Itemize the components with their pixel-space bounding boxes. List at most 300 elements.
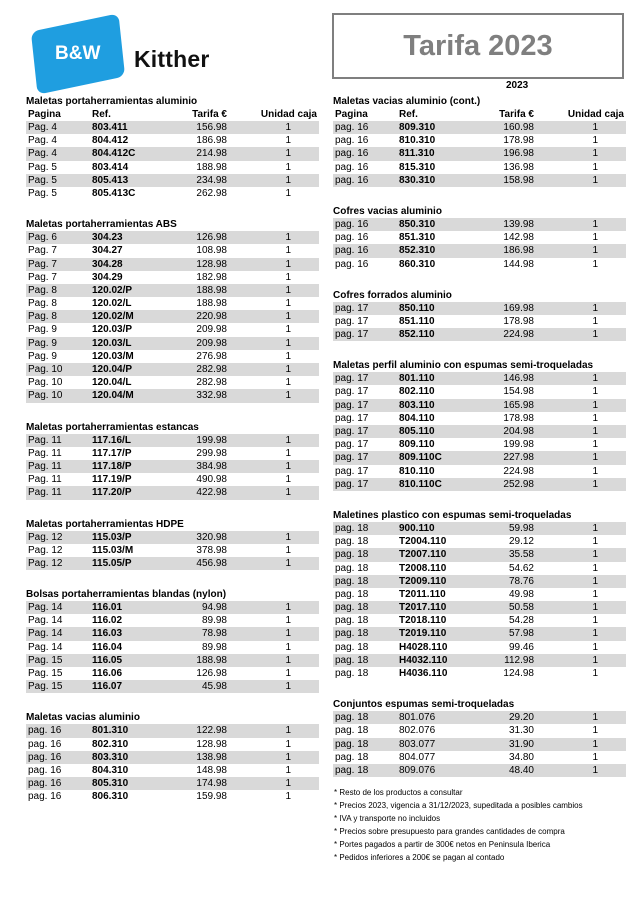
- cell-unit: 1: [592, 465, 598, 477]
- cell-unit: 1: [285, 531, 291, 543]
- cell-price: 78.98: [201, 628, 227, 640]
- table-row: [333, 385, 626, 398]
- cell-page: pag. 17: [335, 302, 369, 314]
- cell-unit: 1: [592, 302, 598, 314]
- cell-page: pag. 16: [335, 232, 369, 244]
- cell-unit: 1: [592, 536, 598, 548]
- cell-page: Pag. 4: [28, 148, 57, 160]
- cell-price: 188.98: [196, 654, 227, 666]
- cell-ref: 304.29: [92, 271, 123, 283]
- cell-unit: 1: [285, 474, 291, 486]
- table-row: [26, 667, 319, 680]
- table-row: [26, 134, 319, 147]
- cell-ref: 809.076: [399, 764, 436, 776]
- cell-ref: 802.076: [399, 725, 436, 737]
- table-row: [26, 790, 319, 803]
- cell-page: pag. 16: [335, 148, 369, 160]
- cell-page: pag. 16: [28, 751, 62, 763]
- cell-ref: 116.06: [92, 668, 123, 679]
- cell-price: 224.98: [503, 329, 534, 341]
- cell-page: Pag. 15: [28, 654, 63, 666]
- cell-unit: 1: [285, 377, 291, 389]
- table-row: [26, 161, 319, 174]
- cell-price: 94.98: [201, 602, 227, 614]
- cell-ref: 805.310: [92, 778, 129, 790]
- cell-ref: 900.110: [399, 522, 435, 534]
- cell-unit: 1: [285, 161, 291, 173]
- cell-price: 282.98: [196, 377, 227, 389]
- cell-price: 59.98: [508, 522, 534, 534]
- cell-ref: 120.04/M: [92, 390, 134, 402]
- cell-ref: 117.20/P: [92, 487, 132, 499]
- cell-ref: 803.110: [399, 399, 435, 411]
- cell-page: pag. 18: [335, 738, 369, 750]
- cell-unit: 1: [592, 522, 598, 534]
- table-row: [333, 522, 626, 535]
- cell-price: 156.98: [196, 122, 227, 133]
- cell-unit: 1: [285, 122, 291, 133]
- cell-ref: 809.110C: [399, 452, 442, 464]
- cell-page: pag. 17: [335, 426, 369, 437]
- cell-ref: 115.05/P: [92, 557, 132, 569]
- cell-unit: 1: [592, 399, 598, 411]
- cell-price: 186.98: [196, 135, 227, 147]
- cell-ref: 804.310: [92, 764, 129, 776]
- cell-price: 182.98: [196, 271, 227, 283]
- cell-price: 139.98: [503, 218, 534, 230]
- cell-ref: 804.077: [399, 751, 436, 763]
- header-price: Tarifa €: [499, 109, 534, 120]
- cell-unit: 1: [592, 412, 598, 424]
- price-section: [26, 218, 319, 402]
- table-row: [26, 544, 319, 557]
- cell-unit: 1: [285, 135, 291, 147]
- cell-price: 142.98: [503, 232, 534, 244]
- cell-page: Pag. 5: [28, 187, 57, 199]
- cell-page: Pag. 8: [28, 311, 57, 323]
- table-row: [333, 711, 626, 724]
- cell-price: 144.98: [503, 258, 534, 270]
- cell-unit: 1: [285, 487, 291, 499]
- price-section: [26, 95, 319, 200]
- cell-page: pag. 18: [335, 602, 369, 614]
- cell-price: 282.98: [196, 364, 227, 375]
- cell-ref: 830.310: [399, 174, 436, 186]
- cell-ref: T2011.110: [399, 588, 446, 600]
- cell-unit: 1: [285, 284, 291, 296]
- cell-page: Pag. 7: [28, 258, 57, 270]
- cell-price: 165.98: [503, 399, 534, 411]
- cell-unit: 1: [285, 258, 291, 270]
- price-section: [333, 698, 626, 777]
- cell-price: 299.98: [196, 447, 227, 459]
- table-row: [333, 588, 626, 601]
- cell-page: pag. 17: [335, 439, 369, 451]
- cell-ref: 803.414: [92, 161, 129, 173]
- cell-page: pag. 18: [335, 575, 369, 587]
- table-row: [26, 258, 319, 271]
- cell-ref: 804.110: [399, 412, 435, 424]
- cell-unit: 1: [592, 575, 598, 587]
- cell-page: Pag. 4: [28, 122, 57, 133]
- cell-page: pag. 18: [335, 628, 369, 640]
- table-row: [26, 323, 319, 336]
- cell-ref: 117.16/L: [92, 434, 131, 446]
- price-section: [333, 289, 626, 342]
- cell-page: pag. 18: [335, 536, 369, 548]
- cell-unit: 1: [592, 641, 598, 653]
- cell-unit: 1: [592, 148, 598, 160]
- cell-page: pag. 16: [28, 778, 62, 790]
- brand-logo: [34, 22, 234, 86]
- table-row: [333, 372, 626, 385]
- cell-ref: 806.310: [92, 791, 129, 803]
- cell-ref: 805.413C: [92, 187, 136, 199]
- page-title: Tarifa 2023: [403, 29, 553, 62]
- cell-unit: 1: [592, 373, 598, 385]
- cell-price: 160.98: [503, 122, 534, 133]
- cell-unit: 1: [592, 764, 598, 776]
- cell-unit: 1: [592, 245, 598, 257]
- table-row: [333, 174, 626, 187]
- cell-price: 138.98: [196, 751, 227, 763]
- table-row: [26, 680, 319, 693]
- price-section: [333, 359, 626, 491]
- cell-unit: 1: [285, 738, 291, 750]
- cell-unit: 1: [285, 298, 291, 310]
- cell-page: Pag. 9: [28, 337, 57, 349]
- cell-price: 49.98: [508, 588, 534, 600]
- cell-unit: 1: [285, 350, 291, 362]
- cell-ref: 117.17/P: [92, 447, 132, 459]
- header-page: Pagina: [28, 109, 61, 120]
- cell-unit: 1: [592, 386, 598, 398]
- table-row: [333, 641, 626, 654]
- table-header: [333, 108, 626, 121]
- cell-page: Pag. 11: [28, 460, 62, 472]
- cell-ref: 809.310: [399, 122, 436, 133]
- section-title: Maletas portaherramientas HDPE: [26, 518, 184, 530]
- section-title: Maletas vacias aluminio: [26, 712, 140, 724]
- cell-unit: 1: [285, 557, 291, 569]
- cell-price: 188.98: [196, 298, 227, 310]
- cell-unit: 1: [592, 218, 598, 230]
- table-row: [26, 738, 319, 751]
- cell-ref: 802.110: [399, 386, 435, 398]
- cell-page: pag. 17: [335, 478, 369, 490]
- cell-unit: 1: [285, 764, 291, 776]
- cell-price: 54.62: [508, 562, 534, 574]
- footnote-item: * Pedidos inferiores a 200€ se pagan al contado: [334, 853, 505, 862]
- cell-unit: 1: [592, 161, 598, 173]
- table-row: [333, 134, 626, 147]
- cell-page: pag. 18: [335, 654, 369, 666]
- cell-ref: 803.077: [399, 738, 436, 750]
- cell-ref: 801.076: [399, 712, 436, 724]
- cell-unit: 1: [592, 654, 598, 666]
- cell-ref: 809.110: [399, 439, 435, 451]
- cell-unit: 1: [285, 447, 291, 459]
- table-row: [26, 460, 319, 473]
- price-section: [333, 95, 626, 187]
- cell-price: 122.98: [196, 725, 227, 737]
- section-title: Maletines plastico con espumas semi-troqueladas: [333, 509, 572, 521]
- cell-price: 234.98: [196, 174, 227, 186]
- cell-unit: 1: [285, 148, 291, 160]
- cell-price: 220.98: [196, 311, 227, 323]
- cell-price: 169.98: [503, 302, 534, 314]
- cell-page: Pag. 15: [28, 681, 63, 693]
- cell-unit: 1: [592, 751, 598, 763]
- cell-unit: 1: [592, 329, 598, 341]
- cell-ref: 805.110: [399, 426, 435, 437]
- cell-ref: 852.310: [399, 245, 436, 257]
- cell-unit: 1: [592, 174, 598, 186]
- cell-page: pag. 16: [335, 135, 369, 147]
- table-row: [333, 161, 626, 174]
- table-row: [26, 244, 319, 257]
- table-row: [333, 438, 626, 451]
- cell-ref: 851.310: [399, 232, 436, 244]
- table-row: [26, 363, 319, 376]
- cell-page: pag. 17: [335, 315, 369, 327]
- section-title: Bolsas portaherramientas blandas (nylon): [26, 589, 227, 601]
- cell-price: 128.98: [196, 738, 227, 750]
- footnote-item: * Precios sobre presupuesto para grandes cantidades de compra: [334, 827, 565, 836]
- cell-price: 209.98: [196, 337, 227, 349]
- cell-ref: H4028.110: [399, 641, 448, 653]
- table-row: [333, 575, 626, 588]
- cell-ref: 803.310: [92, 751, 129, 763]
- cell-ref: 120.04/L: [92, 377, 132, 389]
- cell-unit: 1: [285, 174, 291, 186]
- section-title: Conjuntos espumas semi-troqueladas: [333, 699, 515, 711]
- cell-price: 456.98: [196, 557, 227, 569]
- table-row: [26, 350, 319, 363]
- table-row: [333, 399, 626, 412]
- cell-price: 154.98: [503, 386, 534, 398]
- cell-page: Pag. 11: [28, 487, 62, 499]
- cell-ref: T2007.110: [399, 549, 447, 561]
- cell-ref: 120.03/L: [92, 337, 132, 349]
- cell-ref: 116.05: [92, 654, 123, 666]
- cell-page: Pag. 8: [28, 284, 57, 296]
- cell-ref: 117.19/P: [92, 474, 132, 486]
- cell-ref: 120.02/L: [92, 298, 132, 310]
- cell-page: pag. 17: [335, 373, 369, 385]
- footnote-item: * Precios 2023, vigencia a 31/12/2023, supeditada a posibles cambios: [334, 801, 583, 810]
- cell-ref: 805.413: [92, 174, 129, 186]
- cell-ref: 117.18/P: [92, 460, 132, 472]
- cell-price: 252.98: [503, 478, 534, 490]
- cell-page: Pag. 12: [28, 557, 63, 569]
- table-row: [333, 535, 626, 548]
- table-row: [333, 614, 626, 627]
- cell-ref: 116.07: [92, 681, 123, 693]
- cell-price: 224.98: [503, 465, 534, 477]
- header-ref: Ref.: [399, 109, 418, 120]
- cell-unit: 1: [592, 452, 598, 464]
- cell-unit: 1: [592, 628, 598, 640]
- cell-ref: 802.310: [92, 738, 129, 750]
- header-unit: Unidad caja: [260, 109, 317, 120]
- cell-price: 48.40: [508, 764, 534, 776]
- cell-page: Pag. 7: [28, 271, 57, 283]
- cell-price: 227.98: [503, 452, 534, 464]
- cell-ref: 804.412C: [92, 148, 136, 160]
- cell-ref: 801.310: [92, 725, 129, 737]
- cell-price: 199.98: [196, 434, 227, 446]
- header-price: Tarifa €: [192, 109, 227, 120]
- cell-price: 29.20: [508, 712, 534, 724]
- table-row: [333, 724, 626, 737]
- table-row: [26, 627, 319, 640]
- table-row: [26, 297, 319, 310]
- cell-ref: 120.04/P: [92, 364, 133, 375]
- table-row: [26, 486, 319, 499]
- cell-price: 29.12: [508, 536, 534, 548]
- section-title: Maletas perfil aluminio con espumas semi-troqueladas: [333, 360, 594, 372]
- cell-unit: 1: [285, 245, 291, 257]
- cell-unit: 1: [285, 791, 291, 803]
- cell-page: pag. 16: [28, 738, 62, 750]
- cell-price: 186.98: [503, 245, 534, 257]
- table-row: [333, 764, 626, 777]
- cell-unit: 1: [285, 628, 291, 640]
- cell-unit: 1: [592, 439, 598, 451]
- cell-ref: 852.110: [399, 329, 435, 341]
- cell-page: Pag. 12: [28, 531, 63, 543]
- table-row: [26, 764, 319, 777]
- cell-price: 89.98: [201, 641, 227, 653]
- cell-page: pag. 17: [335, 386, 369, 398]
- cell-page: pag. 16: [335, 161, 369, 173]
- cell-page: pag. 18: [335, 641, 369, 653]
- header-ref: Ref.: [92, 109, 111, 120]
- cell-unit: 1: [285, 544, 291, 556]
- right-column: [333, 95, 626, 795]
- table-row: [26, 337, 319, 350]
- cell-page: pag. 16: [335, 258, 369, 270]
- table-row: [26, 601, 319, 614]
- cell-page: pag. 18: [335, 615, 369, 627]
- table-row: [333, 478, 626, 491]
- cell-ref: T2008.110: [399, 562, 447, 574]
- cell-page: pag. 16: [335, 245, 369, 257]
- cell-page: pag. 16: [28, 764, 62, 776]
- cell-page: pag. 18: [335, 562, 369, 574]
- cell-price: 188.98: [196, 284, 227, 296]
- price-section: [26, 588, 319, 693]
- cell-ref: 804.412: [92, 135, 129, 147]
- cell-price: 99.46: [508, 641, 534, 653]
- logo-brand-name: Kitther: [134, 46, 210, 72]
- header-page: Pagina: [335, 109, 368, 120]
- cell-unit: 1: [592, 668, 598, 679]
- table-row: [26, 434, 319, 447]
- cell-price: 332.98: [196, 390, 227, 402]
- left-column: [26, 95, 319, 822]
- table-row: [333, 451, 626, 464]
- cell-page: Pag. 14: [28, 628, 63, 640]
- table-row: [333, 258, 626, 271]
- table-row: [333, 328, 626, 341]
- cell-unit: 1: [285, 615, 291, 627]
- cell-page: pag. 16: [28, 791, 62, 803]
- table-row: [333, 412, 626, 425]
- footnote-item: * IVA y transporte no incluidos: [334, 814, 441, 823]
- cell-ref: 851.110: [399, 315, 435, 327]
- cell-price: 384.98: [196, 460, 227, 472]
- cell-ref: T2004.110: [399, 536, 447, 548]
- cell-unit: 1: [285, 654, 291, 666]
- cell-price: 262.98: [196, 187, 227, 199]
- header-unit: Unidad caja: [567, 109, 624, 120]
- cell-ref: 116.04: [92, 641, 123, 653]
- table-row: [333, 627, 626, 640]
- cell-unit: 1: [285, 602, 291, 614]
- cell-page: pag. 18: [335, 668, 369, 679]
- cell-unit: 1: [592, 712, 598, 724]
- cell-page: Pag. 15: [28, 668, 63, 679]
- cell-page: pag. 18: [335, 725, 369, 737]
- year-label: 2023: [506, 80, 529, 91]
- cell-page: pag. 18: [335, 764, 369, 776]
- cell-page: Pag. 14: [28, 615, 63, 627]
- table-row: [26, 389, 319, 402]
- section-title: Cofres vacias aluminio: [333, 205, 442, 217]
- cell-ref: 116.02: [92, 615, 123, 627]
- table-row: [26, 447, 319, 460]
- table-row: [333, 601, 626, 614]
- cell-price: 196.98: [503, 148, 534, 160]
- cell-ref: 120.03/M: [92, 350, 134, 362]
- cell-price: 199.98: [503, 439, 534, 451]
- cell-ref: 304.23: [92, 232, 123, 244]
- cell-page: pag. 18: [335, 549, 369, 561]
- footnotes: [334, 786, 624, 864]
- cell-page: pag. 16: [335, 122, 369, 133]
- cell-page: pag. 16: [335, 218, 369, 230]
- table-row: [333, 121, 626, 134]
- cell-unit: 1: [592, 122, 598, 133]
- cell-page: pag. 16: [28, 725, 62, 737]
- cell-page: Pag. 14: [28, 602, 63, 614]
- cell-price: 158.98: [503, 174, 534, 186]
- cell-unit: 1: [285, 778, 291, 790]
- cell-page: pag. 18: [335, 522, 369, 534]
- section-title: Cofres forrados aluminio: [333, 289, 452, 301]
- cell-page: Pag. 7: [28, 245, 57, 257]
- cell-price: 148.98: [196, 764, 227, 776]
- cell-ref: 120.02/P: [92, 284, 133, 296]
- table-row: [26, 531, 319, 544]
- section-title: Maletas portaherramientas estancas: [26, 421, 199, 433]
- cell-unit: 1: [592, 258, 598, 270]
- cell-page: Pag. 11: [28, 434, 62, 446]
- price-section: [333, 205, 626, 271]
- cell-price: 126.98: [196, 232, 227, 244]
- table-row: [333, 218, 626, 231]
- table-row: [26, 614, 319, 627]
- cell-ref: 120.02/M: [92, 311, 134, 323]
- table-row: [333, 738, 626, 751]
- table-row: [333, 147, 626, 160]
- cell-ref: 115.03/M: [92, 544, 134, 556]
- cell-price: 35.58: [508, 549, 534, 561]
- table-row: [26, 310, 319, 323]
- table-row: [26, 121, 319, 134]
